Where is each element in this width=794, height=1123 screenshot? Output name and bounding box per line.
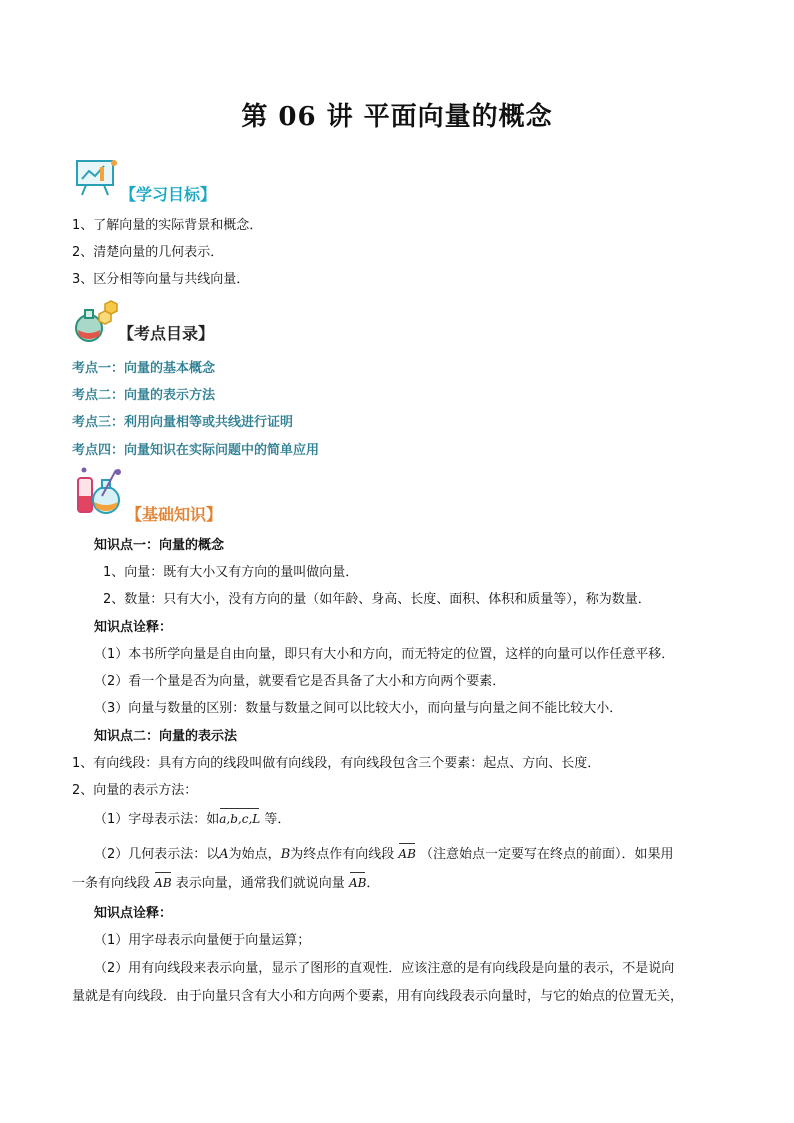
note2-line-1: （1）用字母表示向量便于向量运算； xyxy=(94,933,311,948)
section-heading-learning-goals: 【学习目标】 xyxy=(120,185,217,204)
exam-point-4: 考点四：向量知识在实际问题中的简单应用 xyxy=(72,443,320,458)
lab-flasks-icon xyxy=(74,466,126,516)
vector-ab: AB xyxy=(398,847,416,861)
kp2-line-2: 2、向量的表示方法： xyxy=(72,783,198,798)
note1-line-1: （1）本书所学向量是自由向量，即只有大小和方向，而无特定的位置，这样的向量可以作任意平移． xyxy=(94,647,675,662)
kp2-line-3-prefix: （1）字母表示法：如 xyxy=(94,812,220,827)
text-segment: 表示向量，通常我们就说向量 xyxy=(175,876,345,891)
knowledge-point-1-title: 知识点一：向量的概念 xyxy=(94,538,225,553)
exam-point-1: 考点一：向量的基本概念 xyxy=(72,361,216,376)
knowledge-point-2-title: 知识点二：向量的表示法 xyxy=(94,729,238,744)
text-segment: ． xyxy=(366,876,380,891)
kp2-line-4 xyxy=(94,845,674,864)
section-heading-exam-points: 【考点目录】 xyxy=(118,324,215,343)
exam-point-2: 考点二：向量的表示方法 xyxy=(72,388,216,403)
vector-letters: a,b,c,L xyxy=(219,812,261,826)
note2-line-3: 量就是有向线段．由于向量只含有大小和方向两个要素，用有向线段表示向量时，与它的始点的位置无关， xyxy=(72,989,684,1004)
kp2-line-5 xyxy=(72,874,379,893)
text-segment: 为始点， xyxy=(228,847,281,862)
kp2-line-3-suffix: 等． xyxy=(264,812,291,827)
note2-line-2: （2）用有向线段来表示向量，显示了图形的直观性．应该注意的是有向线段是向量的表示，不是说向 xyxy=(94,961,675,976)
goal-item-2: 2、清楚向量的几何表示． xyxy=(72,245,224,260)
text-segment: 为终点作有向线段 xyxy=(290,847,395,862)
note1-line-2: （2）看一个量是否为向量，就要看它是否具备了大小和方向两个要素． xyxy=(94,674,506,689)
goal-item-3: 3、区分相等向量与共线向量． xyxy=(72,272,250,287)
text-segment: （注意始点一定要写在终点的前面）．如果用 xyxy=(420,847,674,862)
kp1-line-2: 2、数量：只有大小，没有方向的量（如年龄、身高、长度、面积、体积和质量等），称为数量． xyxy=(103,592,651,607)
note1-line-3: （3）向量与数量的区别：数量与数量之间可以比较大小，而向量与向量之间不能比较大小． xyxy=(94,701,623,716)
presentation-board-icon xyxy=(74,157,120,197)
page-title: 第 06 讲 平面向量的概念 xyxy=(241,102,553,132)
exam-point-3: 考点三：利用向量相等或共线进行证明 xyxy=(72,415,294,430)
text-segment: （2）几何表示法：以 xyxy=(94,847,220,862)
vector-ab: AB xyxy=(348,876,367,890)
point-b: B xyxy=(280,847,291,862)
kp2-line-3 xyxy=(94,810,290,829)
flask-molecule-icon xyxy=(73,300,119,344)
note-2-title: 知识点诠释： xyxy=(94,906,173,921)
kp2-line-1: 1、有向线段：具有方向的线段叫做有向线段，有向线段包含三个要素：起点、方向、长度． xyxy=(72,756,601,771)
point-a: A xyxy=(219,847,229,862)
kp1-line-1: 1、向量：既有大小又有方向的量叫做向量． xyxy=(103,565,359,580)
text-segment: 一条有向线段 xyxy=(72,876,151,891)
note-1-title: 知识点诠释： xyxy=(94,620,173,635)
section-heading-basic-knowledge: 【基础知识】 xyxy=(126,505,223,524)
vector-ab: AB xyxy=(154,876,172,890)
goal-item-1: 1、了解向量的实际背景和概念． xyxy=(72,218,263,233)
